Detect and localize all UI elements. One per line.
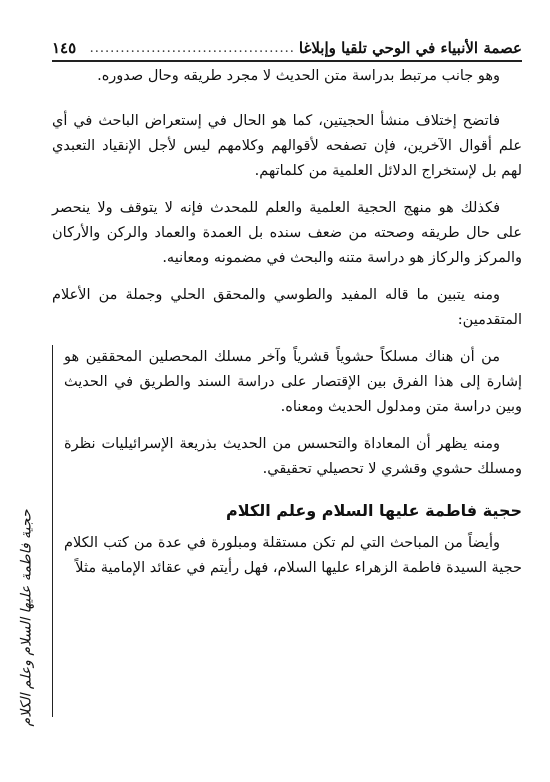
page-number: ١٤٥	[52, 39, 77, 57]
margin-note	[4, 486, 48, 750]
running-title: عصمة الأنبياء في الوحي تلقيا وإبلاغا	[298, 39, 522, 57]
section-heading: حجية فاطمة عليها السلام وعلم الكلام	[226, 501, 522, 520]
margin-rule	[52, 345, 53, 717]
page-body	[52, 64, 522, 762]
paragraph-3: فكذلك هو منهج الحجية العلمية والعلم للمحدث فإنه لا يتوقف ولا ينحصر على حال طريقه وصحته من ضعف سنده بل العمدة والعماد والركن والأركان والمركز والركاز هو دراسة متنه والبحث في مضمونه ومعانيه.	[52, 200, 522, 266]
paragraph-1: وهو جانب مرتبط بدراسة متن الحديث لا مجرد طريقه وحال صدوره.	[97, 68, 500, 84]
paragraph-4: ومنه يتبين ما قاله المفيد والطوسي والمحقق الحلي وجملة من الأعلام المتقدمين:	[52, 287, 522, 328]
header-dot-leader: ........................................	[89, 40, 295, 56]
quote-paragraph-1: من أن هناك مسلكاً حشوياً قشرياً وآخر مسلك المحصلين المحققين هو إشارة إلى هذا الفرق بين الإقتصار على دراسة السند والطريق في الحديث وبين دراسة متن ومدلول الحديث ومعناه.	[64, 349, 522, 415]
quote-paragraph-2: ومنه يظهر أن المعاداة والتحسس من الحديث بذريعة الإسرائيليات نظرة ومسلك حشوي وقشري لا تحصيلي تحقيقي.	[64, 436, 522, 477]
header-rule	[52, 60, 522, 62]
margin-ruled-block	[52, 345, 522, 581]
paragraph-2: فاتضح إختلاف منشأ الحجيتين، كما هو الحال في إستعراض الباحث في أي علم أقوال الآخرين، فإن تصفحه لأقوالهم وكلامهم ليس لأجل الإنقياد التعبدي لهم بل لإستخراج الدلائل العلمية من كلماتهم.	[52, 113, 522, 179]
margin-note-text: حجية فاطمة عليها السلام وعلم الكلام	[18, 509, 35, 727]
running-header	[52, 36, 522, 60]
section-paragraph: وأيضاً من المباحث التي لم تكن مستقلة ومبلورة في عدة من كتب الكلام حجية السيدة فاطمة الزهراء عليها السلام، فهل رأيتم في عقائد الإمامية مثلاً	[64, 535, 522, 576]
